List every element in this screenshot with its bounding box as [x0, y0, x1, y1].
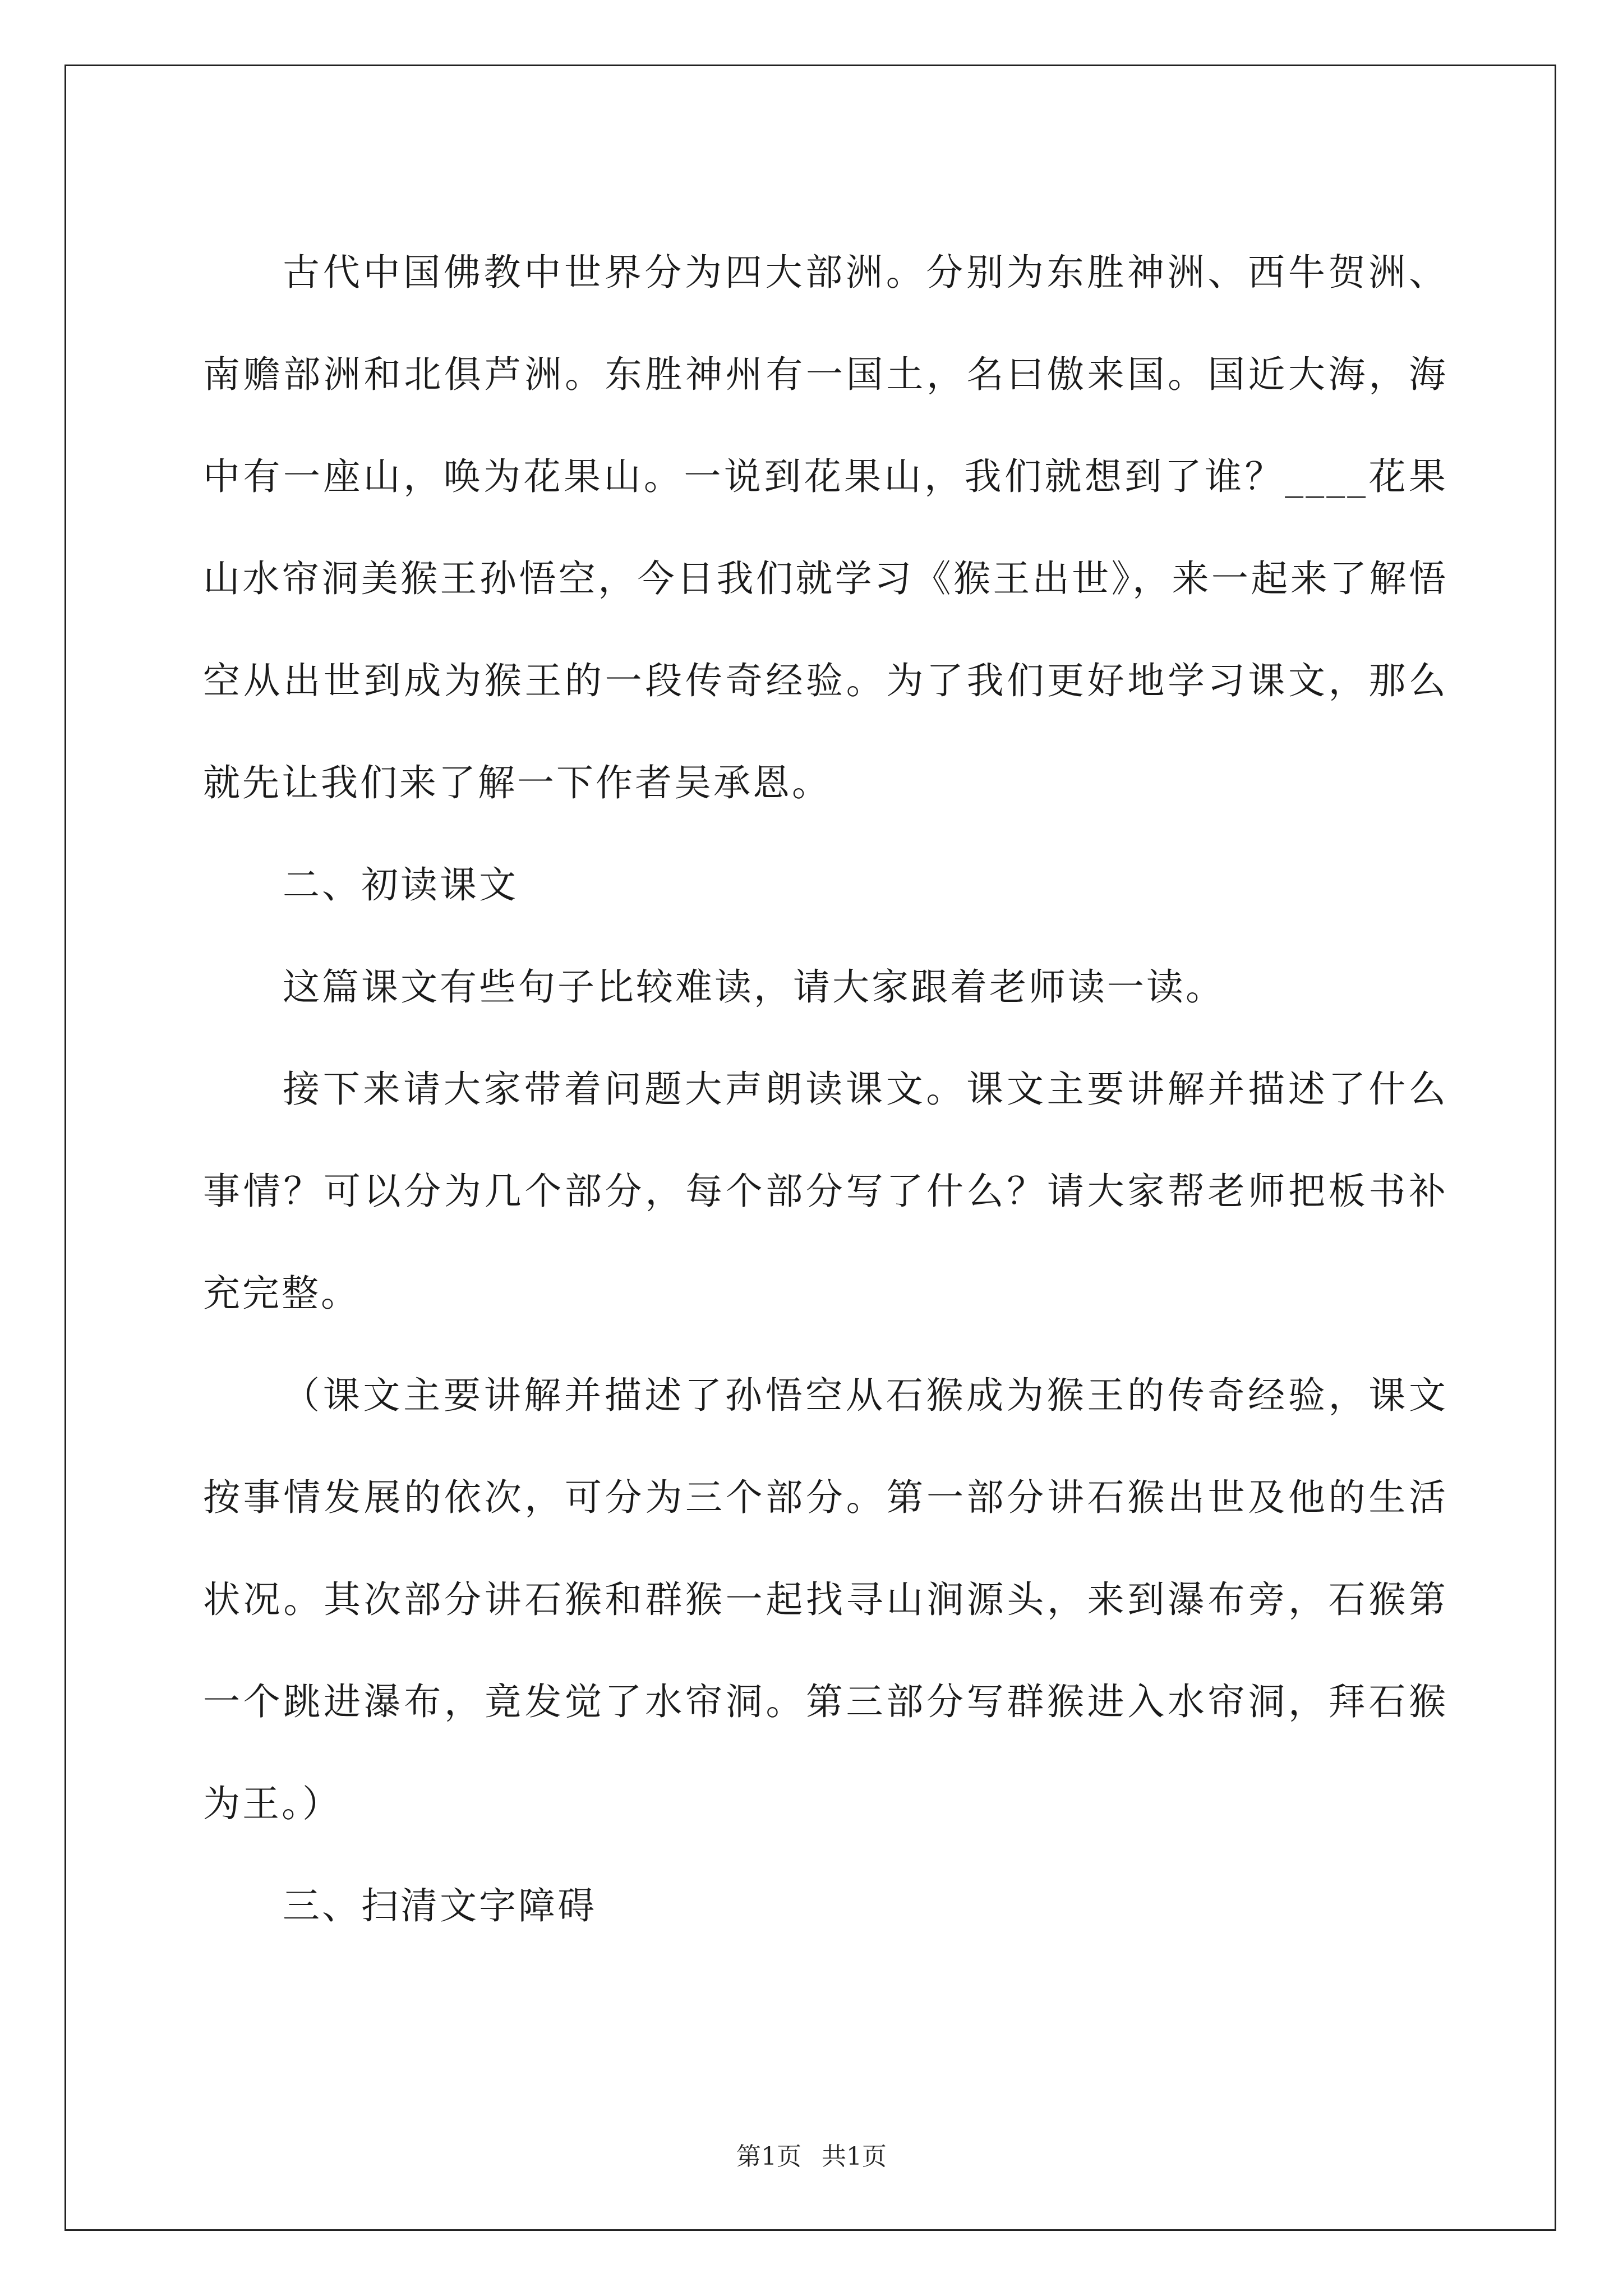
- section-heading-first-reading: 二、初读课文: [283, 863, 518, 907]
- paragraph-questions: 接下来请大家带着问题大声朗读课文。课文主要讲解并描述了什么事情？可以分为几个部分，每个部分写了什么？请大家帮老师把板书补充完整。: [203, 1068, 1448, 1315]
- section-heading-vocabulary: 三、扫清文字障碍: [283, 1884, 597, 1927]
- document-body: [203, 222, 1448, 1957]
- page-total: 共1页: [822, 2142, 887, 2171]
- page-number: 第1页: [736, 2142, 801, 2171]
- paragraph-summary: （课文主要讲解并描述了孙悟空从石猴成为猴王的传奇经验，课文按事情发展的依次，可分为三个部分。第一部分讲石猴出世及他的生活状况。其次部分讲石猴和群猴一起找寻山涧源头，来到瀑布旁，石猴第一个跳进瀑布，竟发觉了水帘洞。第三部分写群猴进入水帘洞，拜石猴为王。）: [203, 1374, 1448, 1825]
- paragraph-read-along: 这篇课文有些句子比较难读，请大家跟着老师读一读。: [283, 965, 1225, 1009]
- paragraph-intro: 古代中国佛教中世界分为四大部洲。分别为东胜神洲、西牛贺洲、南赡部洲和北俱芦洲。东胜神州有一国土，名曰傲来国。国近大海，海中有一座山，唤为花果山。一说到花果山，我们就想到了谁？____花果山水帘洞美猴王孙悟空，今日我们就学习《猴王出世》，来一起来了解悟空从出世到成为猴王的一段传奇经验。为了我们更好地学习课文，那么就先让我们来了解一下作者吴承恩。: [203, 251, 1448, 804]
- page-footer: [0, 2136, 1623, 2172]
